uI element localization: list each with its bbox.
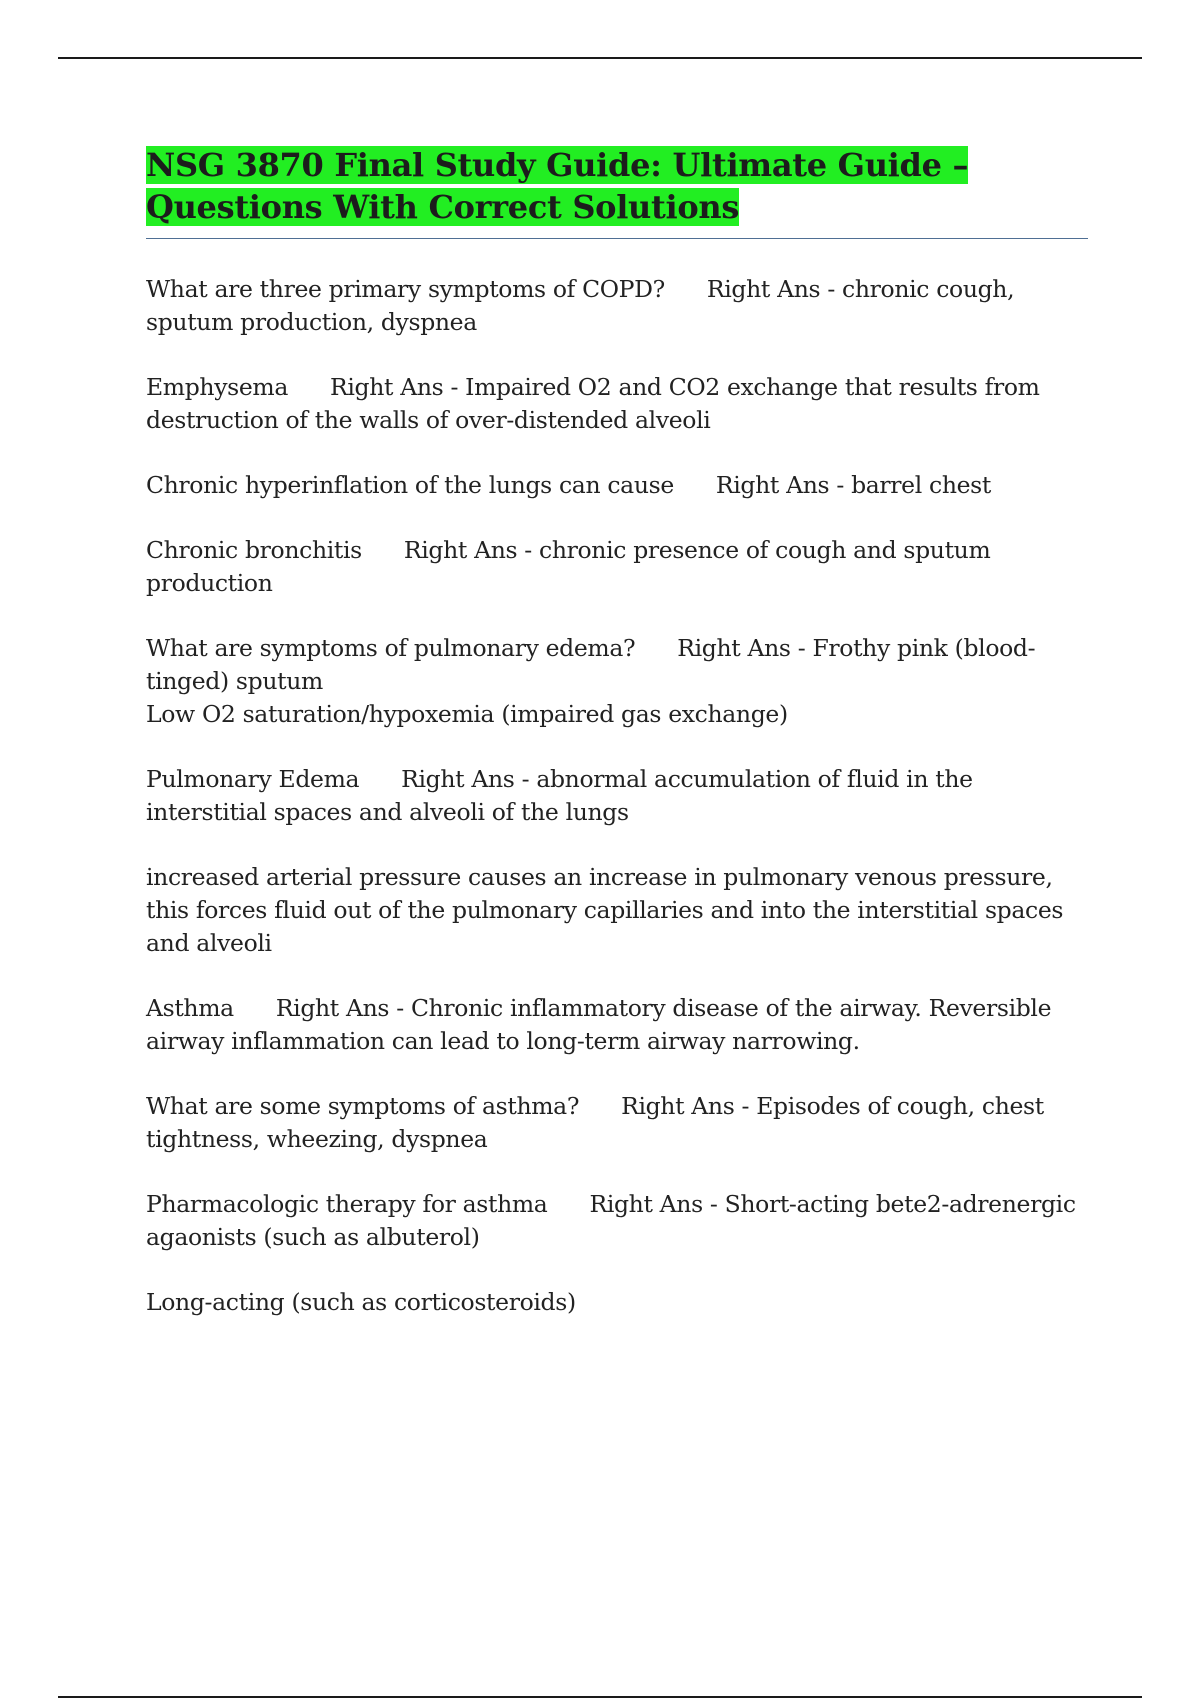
answer-prefix: Right Ans - (677, 634, 813, 662)
answer-prefix: Right Ans - (715, 471, 852, 499)
qa-item (146, 371, 1088, 437)
qa-item (146, 632, 1088, 731)
document-title (146, 144, 1088, 228)
answer-prefix: Right Ans - (401, 765, 537, 793)
question-text: Chronic bronchitis (146, 536, 362, 564)
qa-list (146, 273, 1088, 1319)
qa-item (146, 763, 1088, 829)
answer-text: Impaired O2 and CO2 exchange that results from destruction of the walls of over-distended alveoli (146, 373, 1040, 434)
header-rule (58, 57, 1142, 59)
answer-prefix: Right Ans - (589, 1190, 725, 1218)
answer-text: Short-acting bete2-adrenergic agaonists (such as albuterol) (146, 1190, 1076, 1251)
qa-item (146, 534, 1088, 600)
answer-text: chronic cough, sputum production, dyspnea (146, 275, 1015, 336)
qa-item (146, 273, 1088, 339)
qa-paragraph: increased arterial pressure causes an increase in pulmonary venous pressure, this forces fluid out of the pulmonary capillaries and into the interstitial spaces and alveoli (146, 863, 1064, 957)
answer-text: Episodes of cough, chest tightness, wheezing, dyspnea (146, 1092, 1044, 1153)
question-text: Chronic hyperinflation of the lungs can cause (146, 471, 674, 499)
question-text: Pulmonary Edema (146, 765, 360, 793)
question-text: What are three primary symptoms of COPD? (146, 275, 665, 303)
answer-text: barrel chest (851, 471, 991, 499)
document-body (146, 144, 1088, 1351)
answer-text: chronic presence of cough and sputum production (146, 536, 991, 597)
answer-text: abnormal accumulation of fluid in the interstitial spaces and alveoli of the lungs (146, 765, 973, 826)
answer-text: Frothy pink (blood-tinged) sputum (146, 634, 1036, 695)
question-text: Asthma (146, 994, 234, 1022)
question-text: What are symptoms of pulmonary edema? (146, 634, 636, 662)
answer-prefix: Right Ans - (403, 536, 540, 564)
qa-item (146, 1090, 1088, 1156)
answer-prefix: Right Ans - (275, 994, 411, 1022)
answer-text: Chronic inflammatory disease of the airway. Reversible airway inflammation can lead to long-term airway narrowing. (146, 994, 1052, 1055)
answer-extra-line: Low O2 saturation/hypoxemia (impaired gas exchange) (146, 700, 788, 728)
qa-item (146, 469, 1088, 502)
answer-prefix: Right Ans - (706, 275, 843, 303)
qa-item (146, 1188, 1088, 1254)
qa-item (146, 992, 1088, 1058)
question-text: Emphysema (146, 373, 289, 401)
qa-paragraph: Long-acting (such as corticosteroids) (146, 1288, 576, 1316)
question-text: What are some symptoms of asthma? (146, 1092, 580, 1120)
answer-prefix: Right Ans - (621, 1092, 757, 1120)
document-title-text: NSG 3870 Final Study Guide: Ultimate Guide – Questions With Correct Solutions (146, 146, 969, 226)
answer-prefix: Right Ans - (330, 373, 466, 401)
footer-rule (58, 1696, 1142, 1698)
title-block (146, 144, 1088, 239)
question-text: Pharmacologic therapy for asthma (146, 1190, 548, 1218)
